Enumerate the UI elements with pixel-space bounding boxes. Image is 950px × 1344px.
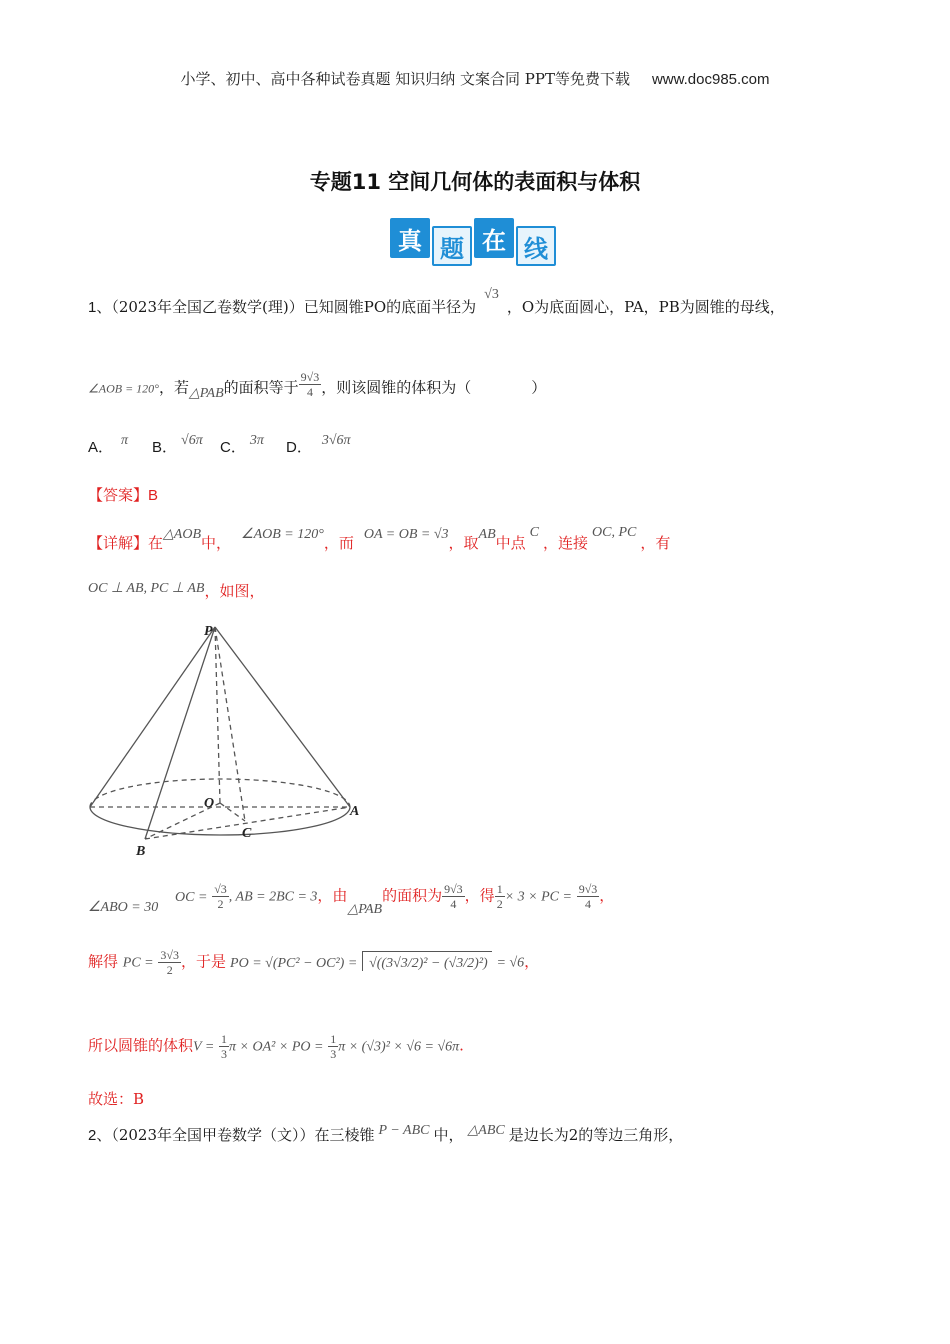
option-d-label: D． bbox=[286, 439, 312, 456]
detail-text: ，有 bbox=[640, 534, 671, 552]
label-o: O bbox=[204, 796, 215, 811]
badge-char-1: 真 bbox=[390, 218, 430, 258]
q1-area-num: 9√3 bbox=[300, 370, 320, 384]
detail-text: ，由 bbox=[317, 886, 348, 905]
q1-stem-d: 的面积等于 bbox=[223, 378, 299, 397]
q2-line-1 bbox=[88, 1124, 683, 1145]
q1-option-d[interactable] bbox=[286, 433, 351, 457]
q1-stem-c: ，若 bbox=[158, 378, 189, 397]
q1-number: 1、 bbox=[88, 299, 112, 316]
frac-den: 4 bbox=[450, 897, 457, 911]
detail-text: ， bbox=[599, 886, 615, 905]
third-frac bbox=[219, 1032, 229, 1061]
generatrix-left bbox=[90, 627, 215, 807]
option-a-label: A． bbox=[88, 439, 114, 456]
detail-line-2 bbox=[88, 580, 264, 601]
detail-text: . bbox=[459, 1036, 464, 1055]
detail-math: V = bbox=[193, 1039, 215, 1055]
detail-line-5 bbox=[88, 1032, 464, 1061]
detail-line-3 bbox=[88, 882, 615, 917]
q1-angle: ∠AOB = 120° bbox=[88, 381, 159, 396]
detail-math: π × OA² × PO = bbox=[229, 1039, 324, 1055]
answer-value: B bbox=[148, 487, 159, 504]
q2-pyramid: P − ABC bbox=[378, 1123, 430, 1138]
third-frac-2 bbox=[328, 1032, 338, 1061]
q1-line-2 bbox=[88, 370, 547, 403]
detail-math: OC ⊥ AB, PC ⊥ AB bbox=[88, 581, 205, 596]
detail-line-4 bbox=[88, 948, 539, 977]
generatrix-pa bbox=[215, 627, 350, 807]
section-badge bbox=[390, 218, 556, 266]
option-b-value: √6π bbox=[181, 433, 203, 448]
detail-text: 中点 bbox=[495, 534, 526, 552]
q2-number: 2、 bbox=[88, 1127, 112, 1144]
q2-text: 中， bbox=[433, 1126, 464, 1144]
height-po bbox=[215, 627, 220, 803]
detail-math: π × (√3)² × √6 = √6π bbox=[338, 1039, 460, 1055]
q1-stem-b: ，O为底面圆心，PA，PB为圆锥的母线， bbox=[506, 298, 785, 316]
label-c: C bbox=[242, 826, 252, 841]
detail-math: C bbox=[529, 525, 539, 540]
detail-text: 中， bbox=[201, 534, 232, 552]
detail-label: 【详解】 bbox=[88, 534, 149, 552]
frac-den: 2 bbox=[496, 897, 503, 911]
detail-math: ∠AOB = 120° bbox=[241, 527, 324, 542]
cone-figure bbox=[80, 615, 370, 860]
detail-math: √((3√3/2)² − (√3/2)²) bbox=[362, 951, 492, 971]
frac-num: 1 bbox=[330, 1032, 337, 1046]
frac-num: 3√3 bbox=[160, 948, 180, 962]
q1-option-c[interactable] bbox=[220, 433, 264, 457]
detail-text: ，取 bbox=[448, 534, 479, 552]
q1-stem-a: 已知圆锥PO的底面半径为 bbox=[303, 298, 477, 316]
frac-num: 9√3 bbox=[444, 882, 463, 896]
segment-oc bbox=[220, 803, 245, 821]
detail-math: PC = bbox=[122, 955, 154, 971]
badge-char-2: 题 bbox=[432, 226, 472, 266]
option-c-label: C． bbox=[220, 439, 246, 456]
option-d-value: 3√6π bbox=[321, 433, 351, 448]
detail-math: PO = √(PC² − OC²) = bbox=[230, 955, 358, 971]
label-p: P bbox=[204, 624, 213, 639]
detail-math: ∠ABO = 30 bbox=[88, 899, 159, 915]
detail-text: ， bbox=[524, 952, 540, 971]
detail-text: ，而 bbox=[323, 534, 354, 552]
area-frac bbox=[442, 882, 465, 911]
detail-text: 所以圆锥的体积 bbox=[88, 1036, 194, 1055]
detail-math: OC = bbox=[175, 889, 208, 905]
q1-radius: √3 bbox=[484, 287, 499, 302]
pc-frac bbox=[158, 948, 181, 977]
frac-den: 2 bbox=[217, 897, 224, 911]
frac-num: 1 bbox=[496, 882, 503, 896]
q1-area-frac bbox=[299, 370, 322, 399]
badge-char-3: 在 bbox=[474, 218, 514, 258]
detail-text: ，于是 bbox=[181, 952, 227, 971]
detail-text: 在 bbox=[148, 534, 164, 552]
q1-tri: △PAB bbox=[189, 385, 224, 401]
frac-den: 4 bbox=[585, 897, 591, 911]
detail-math: × 3 × PC = bbox=[504, 889, 572, 905]
header-site[interactable]: www.doc985.com bbox=[651, 71, 770, 88]
result-frac bbox=[577, 882, 600, 911]
q1-source: （2023年全国乙卷数学(理)） bbox=[111, 298, 304, 316]
detail-math: = √6 bbox=[496, 955, 525, 971]
answer-label: 【答案】 bbox=[88, 487, 149, 504]
detail-math: △PAB bbox=[347, 901, 383, 917]
detail-text: 解得 bbox=[88, 952, 119, 971]
detail-math: △AOB bbox=[163, 527, 202, 542]
detail-text: ，连接 bbox=[543, 534, 589, 552]
q2-text: 是边长为2的等边三角形， bbox=[508, 1126, 684, 1144]
detail-math: OA = OB = √3 bbox=[363, 527, 449, 542]
page-header bbox=[0, 68, 950, 89]
label-a: A bbox=[350, 804, 360, 819]
detail-math: AB bbox=[478, 527, 496, 542]
frac-den: 2 bbox=[166, 963, 173, 977]
frac-num: 9√3 bbox=[578, 882, 598, 896]
q1-option-b[interactable] bbox=[152, 433, 203, 457]
q1-area-den: 4 bbox=[306, 385, 313, 399]
answer-line bbox=[88, 484, 158, 505]
detail-line-1 bbox=[88, 525, 671, 553]
frac-num: 1 bbox=[221, 1032, 228, 1046]
choose-line: 故选：B bbox=[88, 1090, 145, 1108]
detail-math: OC, PC bbox=[592, 525, 637, 540]
option-c-value: 3π bbox=[249, 433, 264, 448]
base-front-arc bbox=[90, 807, 350, 835]
frac-den: 3 bbox=[221, 1047, 228, 1061]
oc-frac bbox=[212, 882, 229, 911]
header-text: 小学、初中、高中各种试卷真题 知识归纳 文案合同 PPT等免费下载 bbox=[180, 70, 630, 88]
option-b-label: B． bbox=[152, 439, 178, 456]
option-a-value: π bbox=[121, 433, 129, 448]
label-b: B bbox=[136, 844, 146, 859]
page-title: 专题11 空间几何体的表面积与体积 bbox=[309, 170, 641, 194]
q2-tri: △ABC bbox=[467, 1123, 505, 1138]
q1-line-1 bbox=[88, 287, 785, 317]
detail-text: ，得 bbox=[464, 886, 495, 905]
detail-math: , AB = 2BC = 3 bbox=[228, 889, 318, 905]
half-frac bbox=[495, 882, 505, 911]
q2-text: 在三棱锥 bbox=[314, 1126, 375, 1144]
frac-num: √3 bbox=[214, 882, 227, 896]
q1-stem-e: ，则该圆锥的体积为（ ） bbox=[321, 378, 547, 397]
q1-option-a[interactable] bbox=[88, 433, 129, 457]
detail-text: 的面积为 bbox=[382, 886, 443, 905]
q2-source: （2023年全国甲卷数学（文）） bbox=[111, 1126, 315, 1144]
frac-den: 3 bbox=[330, 1047, 337, 1061]
detail-text: ，如图， bbox=[204, 582, 265, 600]
badge-char-4: 线 bbox=[516, 226, 556, 266]
